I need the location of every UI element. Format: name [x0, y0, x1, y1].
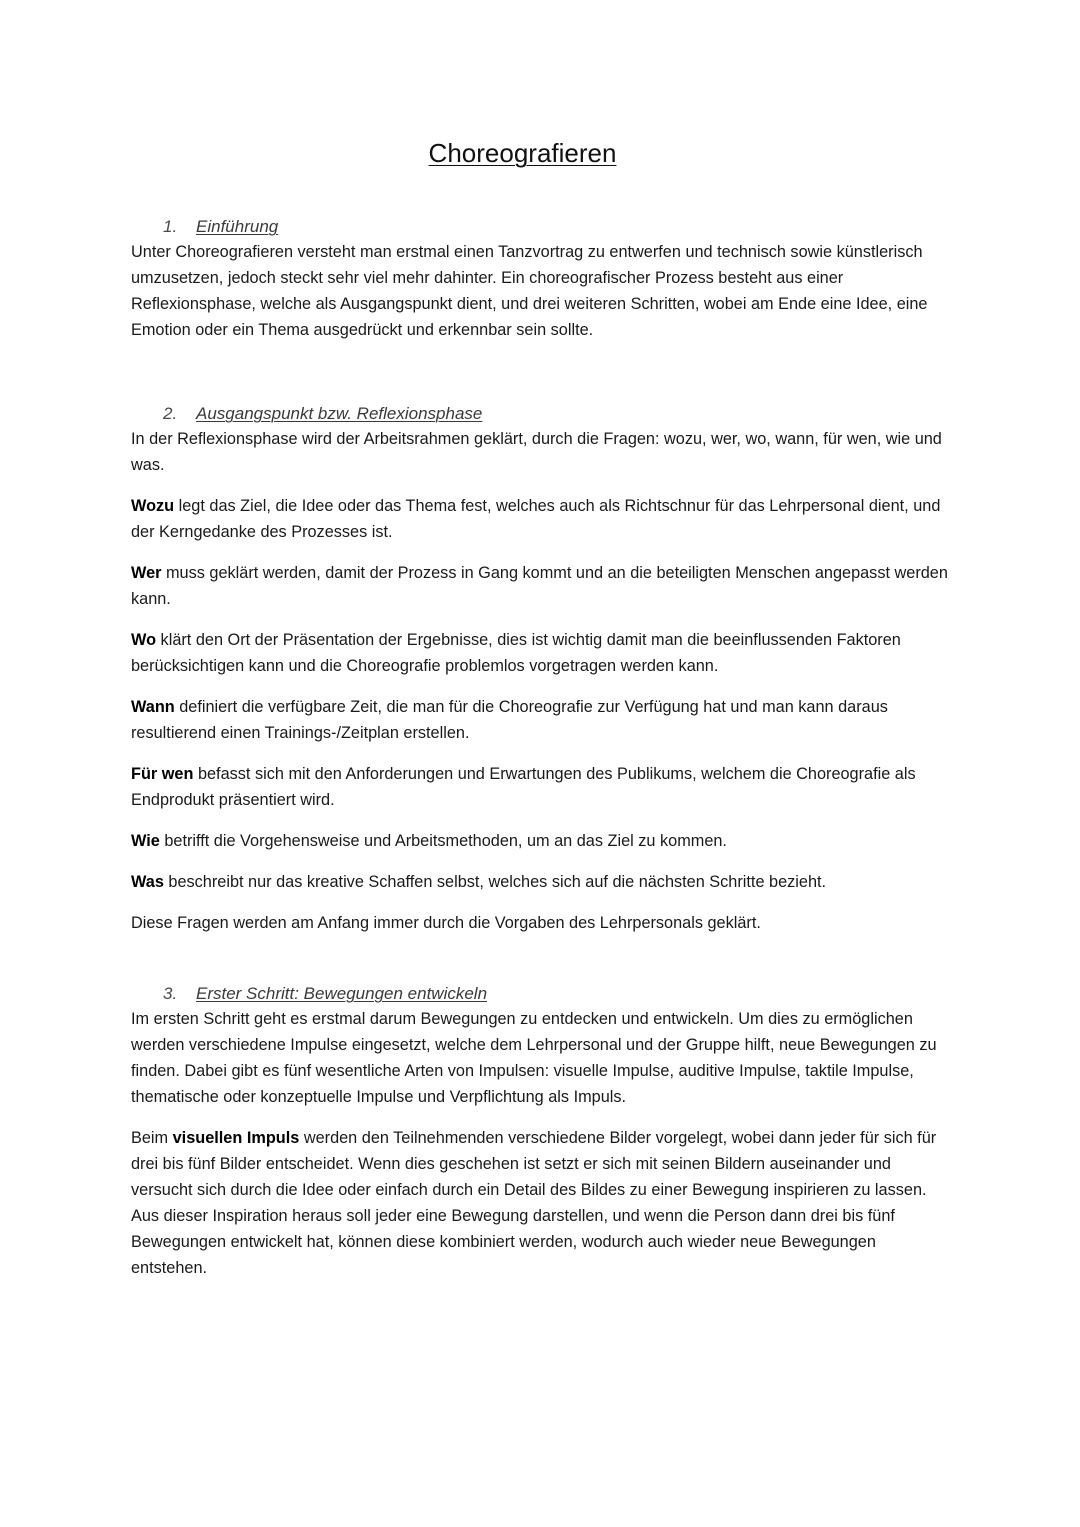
question-term: Wo: [131, 631, 157, 649]
section-number: 1.: [163, 217, 178, 236]
paragraph-text: werden den Teilnehmenden verschiedene Bilder vorgelegt, wobei dann jeder für sich für drei bis fünf Bilder entscheidet. Wenn dies geschehen ist setzt er sich mit seinen Bildern auseinander und versucht sich durch die Idee oder einfach durch ein Detail des Bildes zu einer Bewegung inspirieren zu lassen. Aus dieser Inspiration heraus soll jeder eine Bewegung darstellen, und wenn die Person dann drei bis fünf Bewegungen entwickelt hat, können diese kombiniert werden, wodurch auch wieder neue Bewegungen entstehen.: [131, 1129, 937, 1277]
paragraph-question-was: [131, 869, 956, 895]
section-einfuehrung: [131, 215, 956, 358]
question-text: definiert die verfügbare Zeit, die man für die Choreografie zur Verfügung hat und man kann daraus resultierend einen Trainings-/Zeitplan erstellen.: [131, 698, 888, 742]
section-heading: [163, 982, 956, 1006]
question-text: beschreibt nur das kreative Schaffen selbst, welches sich auf die nächsten Schritte bezieht.: [163, 873, 827, 891]
section-heading: [163, 215, 956, 239]
question-term: Wann: [131, 698, 175, 716]
question-term: Wer: [131, 564, 162, 582]
question-text: legt das Ziel, die Idee oder das Thema fest, welches auch als Richtschnur für das Lehrpersonal dient, und der Kerngedanke des Prozesses ist.: [131, 497, 941, 541]
section-heading-text: Erster Schritt: Bewegungen entwickeln: [196, 984, 488, 1003]
question-text: muss geklärt werden, damit der Prozess in Gang kommt und an die beteiligten Menschen angepasst werden kann.: [131, 564, 948, 608]
paragraph-visual-impulse: [131, 1125, 956, 1281]
question-text: befasst sich mit den Anforderungen und Erwartungen des Publikums, welchem die Choreografie als Endprodukt präsentiert wird.: [131, 765, 916, 809]
paragraph: Unter Choreografieren versteht man erstmal einen Tanzvortrag zu entwerfen und technisch sowie künstlerisch umzusetzen, jedoch steckt sehr viel mehr dahinter. Ein choreografischer Prozess besteht aus einer Reflexionsphase, welche als Ausgangspunkt dient, und drei weiteren Schritten, wobei am Ende eine Idee, eine Emotion oder ein Thema ausgedrückt und erkennbar sein sollte.: [131, 243, 928, 339]
paragraph-question-wer: [131, 560, 956, 612]
section-reflexionsphase: [131, 402, 956, 951]
paragraph-question-wie: [131, 828, 956, 854]
section-heading: [163, 402, 956, 426]
question-text: betrifft die Vorgehensweise und Arbeitsmethoden, um an das Ziel zu kommen.: [159, 832, 727, 850]
page-title: Choreografieren: [428, 138, 617, 168]
paragraph-intro: Im ersten Schritt geht es erstmal darum Bewegungen zu entdecken und entwickeln. Um dies zu ermöglichen werden verschiedene Impulse eingesetzt, welche dem Lehrpersonal und der Gruppe hilft, neue Bewegungen zu finden. Dabei gibt es fünf wesentliche Arten von Impulsen: visuelle Impulse, auditive Impulse, taktile Impulse, thematische oder konzeptuelle Impulse und Verpflichtung als Impuls.: [131, 1010, 937, 1106]
paragraph-closing: Diese Fragen werden am Anfang immer durch die Vorgaben des Lehrpersonals geklärt.: [131, 914, 761, 932]
paragraph-question-fuer-wen: [131, 761, 956, 813]
paragraph-question-wo: [131, 627, 956, 679]
section-heading-text: Einführung: [196, 217, 279, 236]
question-text: klärt den Ort der Präsentation der Ergebnisse, dies ist wichtig damit man die beeinflussenden Faktoren berücksichtigen kann und die Choreografie problemlos vorgetragen werden kann.: [131, 631, 901, 675]
question-term: Wie: [131, 832, 160, 850]
section-number: 3.: [163, 984, 178, 1003]
paragraph-question-wann: [131, 694, 956, 746]
question-term: Für wen: [131, 765, 194, 783]
section-heading-text: Ausgangspunkt bzw. Reflexionsphase: [196, 404, 483, 423]
section-erster-schritt: [131, 982, 956, 1296]
question-term: Was: [131, 873, 164, 891]
question-term: Wozu: [131, 497, 175, 515]
paragraph-question-wozu: [131, 493, 956, 545]
paragraph-prefix: Beim: [131, 1129, 173, 1147]
impulse-term: visuellen Impuls: [172, 1129, 300, 1147]
paragraph-intro: In der Reflexionsphase wird der Arbeitsrahmen geklärt, durch die Fragen: wozu, wer, wo, wann, für wen, wie und was.: [131, 430, 942, 474]
section-number: 2.: [163, 404, 178, 423]
